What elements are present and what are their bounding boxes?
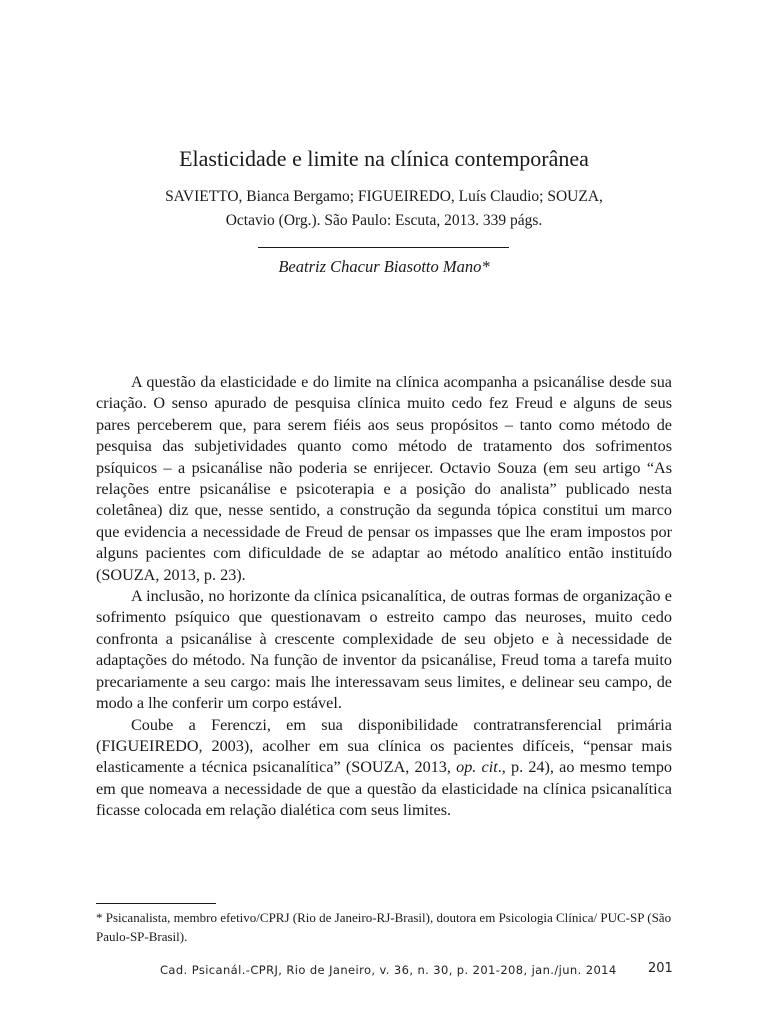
- author-name: Beatriz Chacur Biasotto Mano*: [278, 257, 490, 276]
- bibliographic-reference: [0, 185, 768, 233]
- reference-line-2: Octavio (Org.). São Paulo: Escuta, 2013. 339 págs.: [225, 212, 543, 229]
- paragraph-2: A inclusão, no horizonte da clínica psicanalítica, de outras formas de organização e sofrimento psíquico que questionavam o estreito campo das neuroses, muito cedo confronta a psicanálise à crescente complexidade de seu objeto e à necessidade de adaptações do método. Na função de inventor da psicanálise, Freud toma a tarefa muito precariamente a seu cargo: mais lhe interessavam seus limites, e delinear seu campo, de modo a lhe conferir um corpo estável.: [96, 587, 672, 713]
- footnote-divider: [96, 903, 216, 904]
- paragraph-3-part-1: Coube a Ferenczi, em sua disponibilidade contratransferencial primária (FIGUEIREDO, 2003), acolher em sua clínica os pacientes difíceis, “pensar mais elasticamente a técnica psicanalítica” (SOUZA, 2013,: [96, 715, 672, 777]
- reference-line-1: SAVIETTO, Bianca Bergamo; FIGUEIREDO, Luís Claudio; SOUZA,: [165, 188, 603, 205]
- paragraph-1: A questão da elasticidade e do limite na clínica acompanha a psicanálise desde sua criação. O senso apurado de pesquisa clínica muito cedo fez Freud e alguns de seus pares perceberem que, para serem fiéis aos seus propósitos – tanto como método de pesquisa das subjetividades quanto como método de tratamento dos sofrimentos psíquicos – a psicanálise não poderia se enrijecer. Octavio Souza (em seu artigo “As relações entre psicanálise e psicoterapia e a posição do analista” publicado nesta coletânea) diz que, nesse sentido, a construção da segunda tópica constitui um marco que evidencia a necessidade de Freud de pensar os impasses que lhe eram impostos por alguns pacientes com dificuldade de se adaptar ao método analítico então instituído (SOUZA, 2013, p. 23).: [96, 373, 672, 584]
- title-divider: [258, 247, 509, 248]
- paragraph-3: [96, 715, 672, 822]
- running-footer: Cad. Psicanál.-CPRJ, Rio de Janeiro, v. 36, n. 30, p. 201-208, jan./jun. 2014: [160, 963, 617, 977]
- paragraph-3-part-2: ., p. 24), ao mesmo tempo em que nomeava a necessidade de que a questão da elasticidade na clínica psicanalítica ficasse colocada em relação dialética com seus limites.: [96, 758, 673, 820]
- review-title: Elasticidade e limite na clínica contemporânea: [179, 146, 589, 171]
- body-text: [96, 372, 672, 822]
- footnote: * Psicanalista, membro efetivo/CPRJ (Rio de Janeiro-RJ-Brasil), doutora em Psicologia Clínica/ PUC-SP (São Paulo-SP-Brasil).: [96, 910, 672, 944]
- page-number: 201: [648, 961, 673, 976]
- paragraph-3-citation-italic: op. cit: [456, 758, 498, 777]
